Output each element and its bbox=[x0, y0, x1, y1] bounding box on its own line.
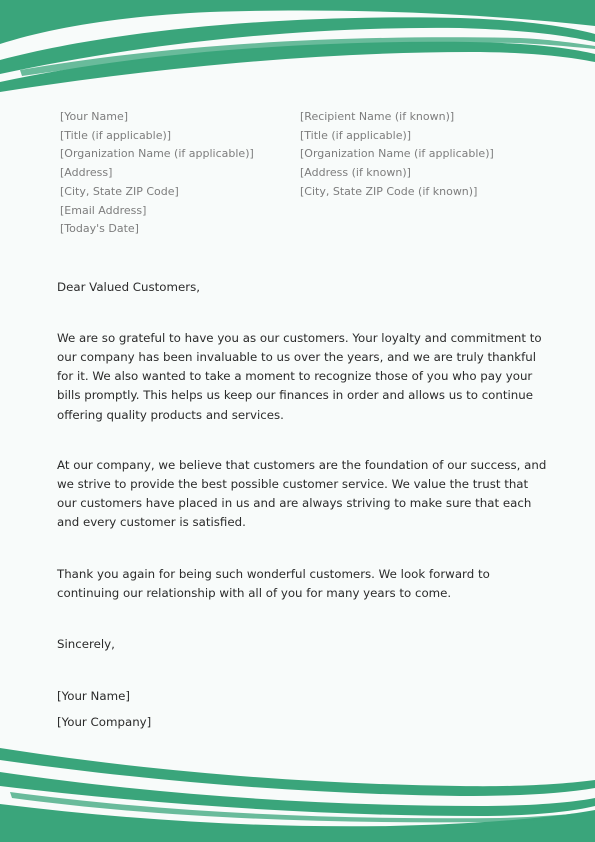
letter-date: [Today's Date] bbox=[60, 222, 139, 236]
sender-address: [Address] bbox=[60, 166, 113, 180]
sender-name: [Your Name] bbox=[60, 110, 129, 123]
recipient-organization: [Organization Name (if applicable)] bbox=[300, 147, 494, 161]
bottom-wave-decoration bbox=[0, 742, 595, 842]
salutation: Dear Valued Customers, bbox=[57, 279, 201, 294]
closing: Sincerely, bbox=[57, 636, 115, 651]
recipient-city-state-zip: [City, State ZIP Code (if known)] bbox=[300, 184, 478, 198]
sender-city-state-zip: [City, State ZIP Code] bbox=[60, 184, 179, 198]
body-paragraph-2: At our company, we believe that customers are the foundation of our success, and we strive to provide the best possible customer service. We value the trust that our customers have placed in us and are always striving to make sure that each and every customer is satisfied. bbox=[57, 457, 547, 530]
sender-address-block bbox=[60, 108, 254, 239]
recipient-address: [Address (if known)] bbox=[300, 166, 411, 180]
recipient-address-block bbox=[300, 108, 494, 202]
recipient-title: [Title (if applicable)] bbox=[300, 128, 412, 142]
signature-name: [Your Name] bbox=[57, 688, 130, 703]
recipient-name: [Recipient Name (if known)] bbox=[300, 110, 455, 123]
top-wave-decoration bbox=[0, 0, 595, 100]
sender-organization: [Organization Name (if applicable)] bbox=[60, 147, 254, 161]
sender-email: [Email Address] bbox=[60, 203, 147, 217]
signature-company: [Your Company] bbox=[57, 714, 152, 729]
body-paragraph-1: We are so grateful to have you as our customers. Your loyalty and commitment to our company has been invaluable to us over the years, and we are truly thankful for it. We also wanted to take a moment to recognize those of you who pay your bills promptly. This helps us keep our finances in order and allows us to continue offering quality products and services. bbox=[57, 330, 542, 422]
body-paragraph-3: Thank you again for being such wonderful customers. We look forward to continuing our relationship with all of you for many years to come. bbox=[57, 566, 490, 600]
sender-title: [Title (if applicable)] bbox=[60, 128, 172, 142]
